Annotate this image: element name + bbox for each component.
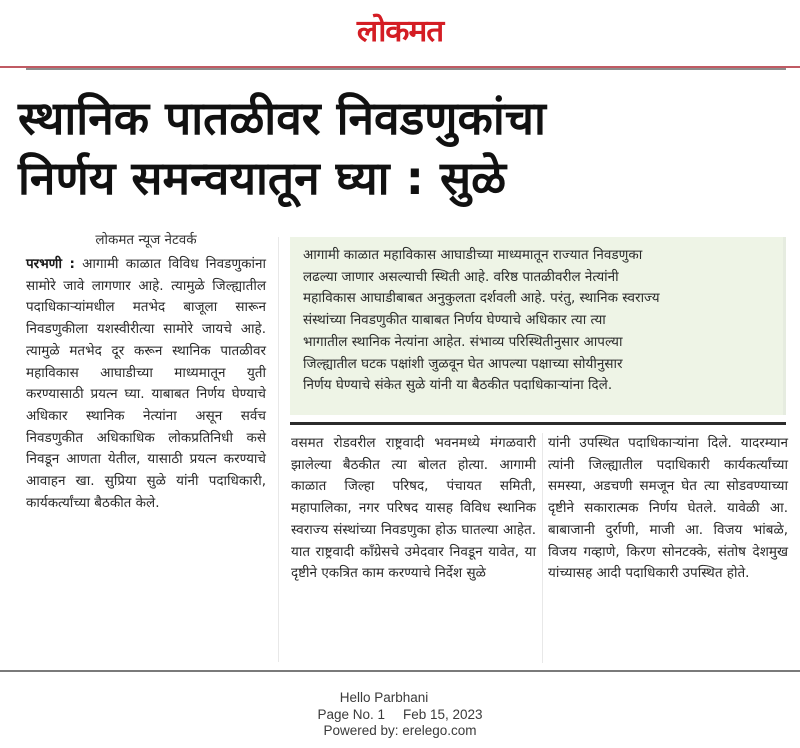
article-column-1 <box>26 254 266 664</box>
publication-name: Hello Parbhani <box>339 690 429 705</box>
highlight-box <box>290 237 786 415</box>
masthead <box>0 0 800 60</box>
highlight-line: लढल्या जाणार असल्याची स्थिती आहे. वरिष्ठ पातळीवरील नेत्यांनी <box>303 268 619 285</box>
highlight-line: महाविकास आघाडीबाबत अनुकुलता दर्शवली आहे. परंतु, स्थानिक स्वराज्य <box>303 290 660 307</box>
article-headline <box>18 88 788 208</box>
page-info <box>250 707 550 724</box>
article-column-3: यांनी उपस्थित पदाधिकाऱ्यांना दिले. यादरम्यान त्यांनी जिल्ह्यातील पदाधिकारी कार्यकर्त्यांच्या समस्या, अडचणी समजून घेत त्या सोडवण्याच्या दृष्टीने सकारात्मक निर्णय घेतले. यावेळी आ. बाबाजानी दुर्राणी, माजी आ. विजय भांबळे, विजय गव्हाणे, किरण सोनटक्के, संतोष देशमुख यांच्यासह आदी पदाधिकारी उपस्थित होते. <box>548 435 788 582</box>
headline-line-1: स्थानिक पातळीवर निवडणुकांचा <box>18 91 546 145</box>
highlight-line: आगामी काळात महाविकास आघाडीच्या माध्यमातून राज्यात निवडणुका <box>303 247 643 263</box>
headline-line-2: निर्णय समन्वयातून घ्या : सुळे <box>18 151 507 205</box>
page-number: Page No. 1 <box>317 706 385 722</box>
column-divider <box>542 433 543 663</box>
highlight-box-rule <box>290 422 786 425</box>
column-1-body: आगामी काळात विविध निवडणुकांना सामोरे जावे लागणार आहे. त्यामुळे जिल्ह्यातील पदाधिकाऱ्यांमधील मतभेद बाजूला सारून निवडणुकीला यशस्वीरीत्या सामोरे जायचे आहे. त्यामुळे मतभेद दूर करून स्थानिक पातळीवर महाविकास आघाडीच्या माध्यमातून युती करण्यासाठी प्रयत्न घ्या. याबाबत निर्णय घेण्याचे अधिकार स्थानिक नेत्यांना असून सर्वच निवडणुकीत अधिकाधिक लोकप्रतिनिधी कसे निवडून आणता येतील, यासाठी प्रयत्न करण्याचे आवाहन खा. सुप्रिया सुळे यांनी पदाधिकारी, कार्यकर्त्यांच्या बैठकीत केले. <box>26 256 267 511</box>
bottom-rule <box>0 670 800 672</box>
masthead-rule-gray <box>26 68 786 70</box>
highlight-line: संस्थांच्या निवडणुकीत याबाबत निर्णय घेण्याचे अधिकार त्या त्या <box>303 312 606 329</box>
dateline: परभणी : <box>26 256 75 272</box>
highlight-line: भागातील स्थानिक नेत्यांना आहेत. संभाव्य परिस्थितीनुसार आपल्या <box>303 333 623 350</box>
footer <box>250 690 550 740</box>
powered-by: Powered by: erelego.com <box>323 723 477 738</box>
article-column-2: वसमत रोडवरील राष्ट्रवादी भवनमध्ये मंगळवारी झालेल्या बैठकीत त्या बोलत होत्या. आगामी काळात जिल्हा परिषद, पंचायत समिती, महापालिका, नगर परिषद यासह विविध स्थानिक स्वराज्य संस्थांच्या निवडणुका होऊ घातल्या आहेत. यात राष्ट्रवादी काँग्रेसचे उमेदवार निवडून यावेत, या दृष्टीने एकत्रित काम करण्याचे निर्देश सुळे <box>291 435 536 582</box>
highlight-line: जिल्ह्यातील घटक पक्षांशी जुळवून घेत आपल्या पक्षाच्या सोयीनुसार <box>303 355 623 372</box>
byline: लोकमत न्यूज नेटवर्क <box>95 232 197 248</box>
column-divider <box>278 237 279 662</box>
highlight-line: निर्णय घेण्याचे संकेत सुळे यांनी या बैठकीत पदाधिकाऱ्यांना दिले. <box>303 377 613 394</box>
lokmat-logo: लोकमत <box>356 14 444 49</box>
publication-date: Feb 15, 2023 <box>402 706 483 722</box>
